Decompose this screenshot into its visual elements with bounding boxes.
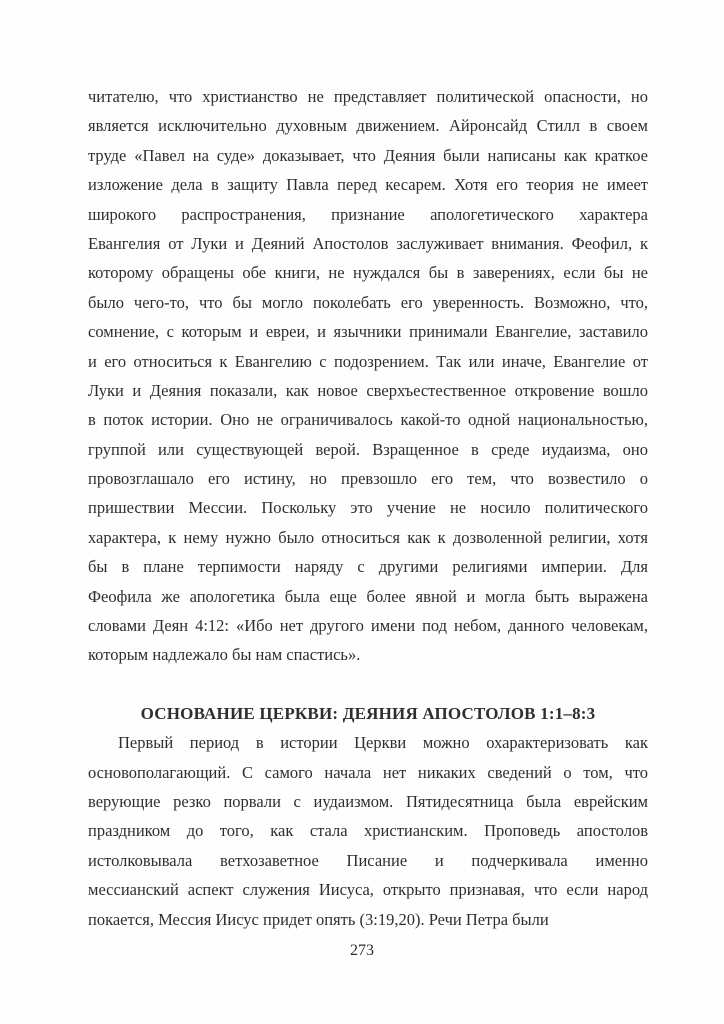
text-line: было чего-то, что бы могло поколебать его уверенность. Возможно, что, <box>88 292 648 312</box>
text-line: основополагающий. С самого начала нет никаких сведений о том, что <box>88 762 648 782</box>
paragraph-1 <box>88 82 648 670</box>
text-line: Феофила же апологетика была еще более явной и могла быть выражена <box>88 586 648 606</box>
text-line: мессианский аспект служения Иисуса, открыто признавая, что если народ <box>88 880 648 900</box>
text-line: труде «Павел на суде» доказывает, что Деяния были написаны как краткое <box>88 145 648 165</box>
text-line: является исключительно духовным движением. Айронсайд Стилл в своем <box>88 116 648 136</box>
text-line: сомнение, с которым и евреи, и язычники принимали Евангелие, заставило <box>88 322 648 342</box>
text-line: праздником до того, как стала христианским. Проповедь апостолов <box>88 821 648 841</box>
text-line: которым надлежало бы нам спастись». <box>88 645 361 665</box>
text-line: Луки и Деяния показали, как новое сверхъестественное откровение вошло <box>88 380 648 400</box>
text-line: характера, к нему нужно было относиться как к дозволенной религии, хотя <box>88 527 648 547</box>
text-line: в поток истории. Оно не ограничивалось какой-то одной национальностью, <box>88 410 648 430</box>
text-line: читателю, что христианство не представляет политической опасности, но <box>88 87 648 106</box>
text-line: бы в плане терпимости наряду с другими религиями империи. Для <box>88 557 648 577</box>
text-line: пришествии Мессии. Поскольку это учение не носило политического <box>88 498 648 518</box>
paragraph-2 <box>88 728 648 934</box>
page-number: 273 <box>350 942 374 959</box>
text-line: группой или существующей верой. Взращенное в среде иудаизма, оно <box>88 439 648 459</box>
text-line: словами Деян 4:12: «Ибо нет другого имени под небом, данного человекам, <box>88 616 648 636</box>
text-line: изложение дела в защиту Павла перед кесарем. Хотя его теория не имеет <box>88 175 648 195</box>
text-line: истолковывала ветхозаветное Писание и подчеркивала именно <box>88 850 648 870</box>
body-text <box>88 82 648 934</box>
text-line: широкого распространения, признание апологетического характера <box>88 204 648 224</box>
text-line: Евангелия от Луки и Деяний Апостолов заслуживает внимания. Феофил, к <box>88 233 648 253</box>
text-line: которому обращены обе книги, не нуждался бы в заверениях, если бы не <box>88 263 648 283</box>
text-line: верующие резко порвали с иудаизмом. Пятидесятница была еврейским <box>88 791 648 811</box>
section-heading: ОСНОВАНИЕ ЦЕРКВИ: ДЕЯНИЯ АПОСТОЛОВ 1:1–8:3 <box>140 703 596 723</box>
text-line: Первый период в истории Церкви можно охарактеризовать как <box>118 733 648 753</box>
text-line: покается, Мессия Иисус придет опять (3:19,20). Речи Петра были <box>88 909 549 929</box>
text-line: провозглашало его истину, но превзошло его тем, что возвестило о <box>88 469 648 489</box>
text-line: и его относиться к Евангелию с подозрением. Так или иначе, Евангелие от <box>88 351 648 371</box>
